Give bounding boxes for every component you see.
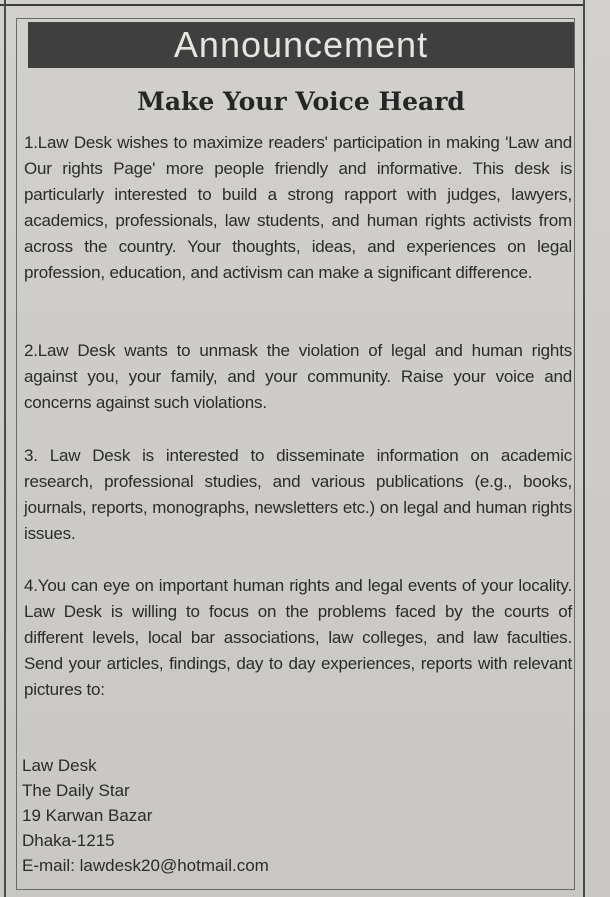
address-organization: The Daily Star: [22, 781, 130, 800]
paragraph-2: 2.Law Desk wants to unmask the violation of legal and human rights against you, your family, and your community. Raise your voice and concerns against such violations.: [24, 341, 572, 412]
paragraph-1: 1.Law Desk wishes to maximize readers' participation in making 'Law and Our rights Page' more people friendly and informative. This desk is particularly interested to build a strong rapport with judges, lawyers, academics, professionals, law students, and human rights activists from across the country. Your thoughts, ideas, and experiences on legal profession, education, and activism can make a significant difference.: [24, 133, 572, 282]
address-city: Dhaka-1215: [22, 831, 115, 850]
paragraph-4: 4.You can eye on important human rights and legal events of your locality. Law Desk is willing to focus on the problems faced by the courts of different levels, local bar associations, law colleges, and law faculties. Send your articles, findings, day to day experiences, reports with relevant pictures to:: [24, 576, 572, 699]
address-name: Law Desk: [22, 756, 97, 775]
left-column-rule: [4, 0, 6, 897]
paragraph-3: 3. Law Desk is interested to disseminate information on academic research, professional studies, and various publications (e.g., books, journals, reports, monographs, newsletters etc.) on legal and human rights issues.: [24, 446, 572, 543]
announcement-banner: Announcement: [28, 22, 574, 68]
address-street: 19 Karwan Bazar: [22, 806, 153, 825]
mailing-address: [22, 753, 269, 878]
address-email: E-mail: lawdesk20@hotmail.com: [22, 856, 269, 875]
top-column-rule: [0, 0, 584, 6]
headline: Make Your Voice Heard: [137, 87, 465, 116]
right-column-rule: [583, 0, 585, 897]
